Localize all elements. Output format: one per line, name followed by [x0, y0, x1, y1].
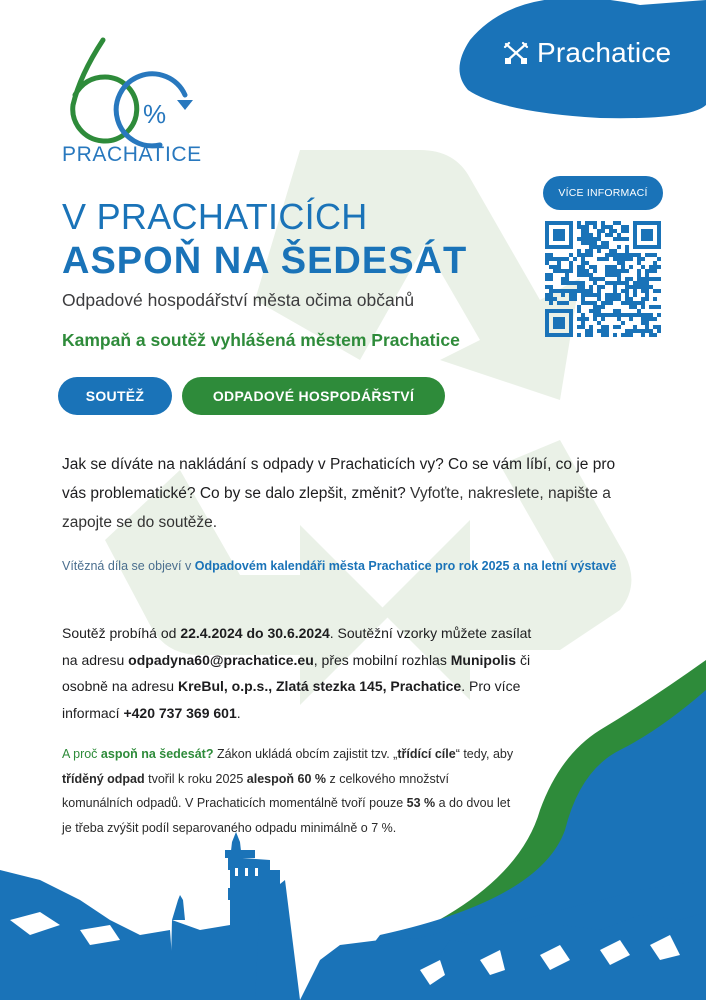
contest-email-link[interactable]: odpadyna60@prachatice.eu	[128, 651, 314, 668]
qr-code-icon[interactable]	[545, 221, 661, 337]
subtitle: Odpadové hospodářství města očima občanů	[62, 290, 415, 310]
logo-text: PRACHATICE	[62, 143, 202, 166]
contest-address: KreBul, o.p.s., Zlatá stezka 145, Prachatice	[177, 678, 462, 694]
target-percent: alespoň 60 %	[246, 771, 326, 786]
brand-name: Prachatice	[537, 37, 672, 68]
brand-logo[interactable]	[503, 37, 671, 69]
text: .	[236, 704, 241, 721]
percent-sign: %	[143, 99, 167, 129]
text: “ tedy, aby	[455, 747, 514, 761]
contest-app: Munipolis	[450, 651, 517, 668]
text: z celkového množství komunálních odpadů. V Prachaticích momentálně tvoří pouze	[62, 771, 449, 810]
text: . Pro více informací	[62, 678, 521, 721]
title-line-2: ASPOŇ NA ŠEDESÁT	[62, 240, 468, 282]
text: . Soutěžní vzorky můžete zasílat na adresu	[62, 625, 532, 668]
winner-note	[62, 557, 622, 576]
crossed-keys-icon	[503, 41, 529, 65]
text: Soutěž probíhá od	[62, 625, 181, 641]
why-sixty-paragraph	[62, 742, 522, 840]
more-info-button[interactable]: VÍCE INFORMACÍ	[543, 176, 663, 210]
text: a do dvou let je třeba zvýšit podíl separovaného odpadu minimálně o 7 %.	[62, 796, 511, 835]
text: či osobně na adresu	[62, 651, 531, 694]
tag-contest[interactable]: SOUTĚŽ	[58, 377, 172, 415]
sorted-waste: tříděný odpad	[62, 771, 145, 786]
intro-questions: Jak se díváte na nakládání s odpady v Prachaticích vy? Co se vám líbí, co je pro vás problematické? Co by se dalo zlepšit, změnit?	[62, 456, 616, 502]
contest-dates: 22.4.2024 do 30.6.2024	[180, 625, 330, 641]
winner-prefix: Vítězná díla se objeví v	[62, 559, 195, 573]
text: , přes mobilní rozhlas	[313, 651, 451, 668]
sorting-targets: třídící cíle	[397, 747, 456, 761]
intro-paragraph	[62, 450, 622, 537]
intro-call-to-action: Vyfoťte, nakreslete, napište a zapojte se do soutěže.	[62, 485, 611, 531]
winner-destination: Odpadovém kalendáři města Prachatice pro rok 2025 a na letní výstavě	[194, 559, 617, 573]
contest-phone[interactable]: +420 737 369 601	[123, 704, 237, 721]
why-question: aspoň na šedesát?	[100, 747, 214, 761]
title-line-1: V PRACHATICÍCH	[62, 196, 368, 237]
tag-waste-management[interactable]: ODPADOVÉ HOSPODÁŘSTVÍ	[182, 377, 445, 415]
contest-details	[62, 620, 542, 726]
text: tvořil k roku 2025	[144, 771, 247, 786]
current-percent: 53 %	[406, 796, 436, 810]
campaign-line: Kampaň a soutěž vyhlášená městem Prachatice	[62, 330, 460, 350]
text: Zákon ukládá obcím zajistit tzv. „	[213, 747, 398, 761]
text: A proč	[62, 747, 101, 761]
